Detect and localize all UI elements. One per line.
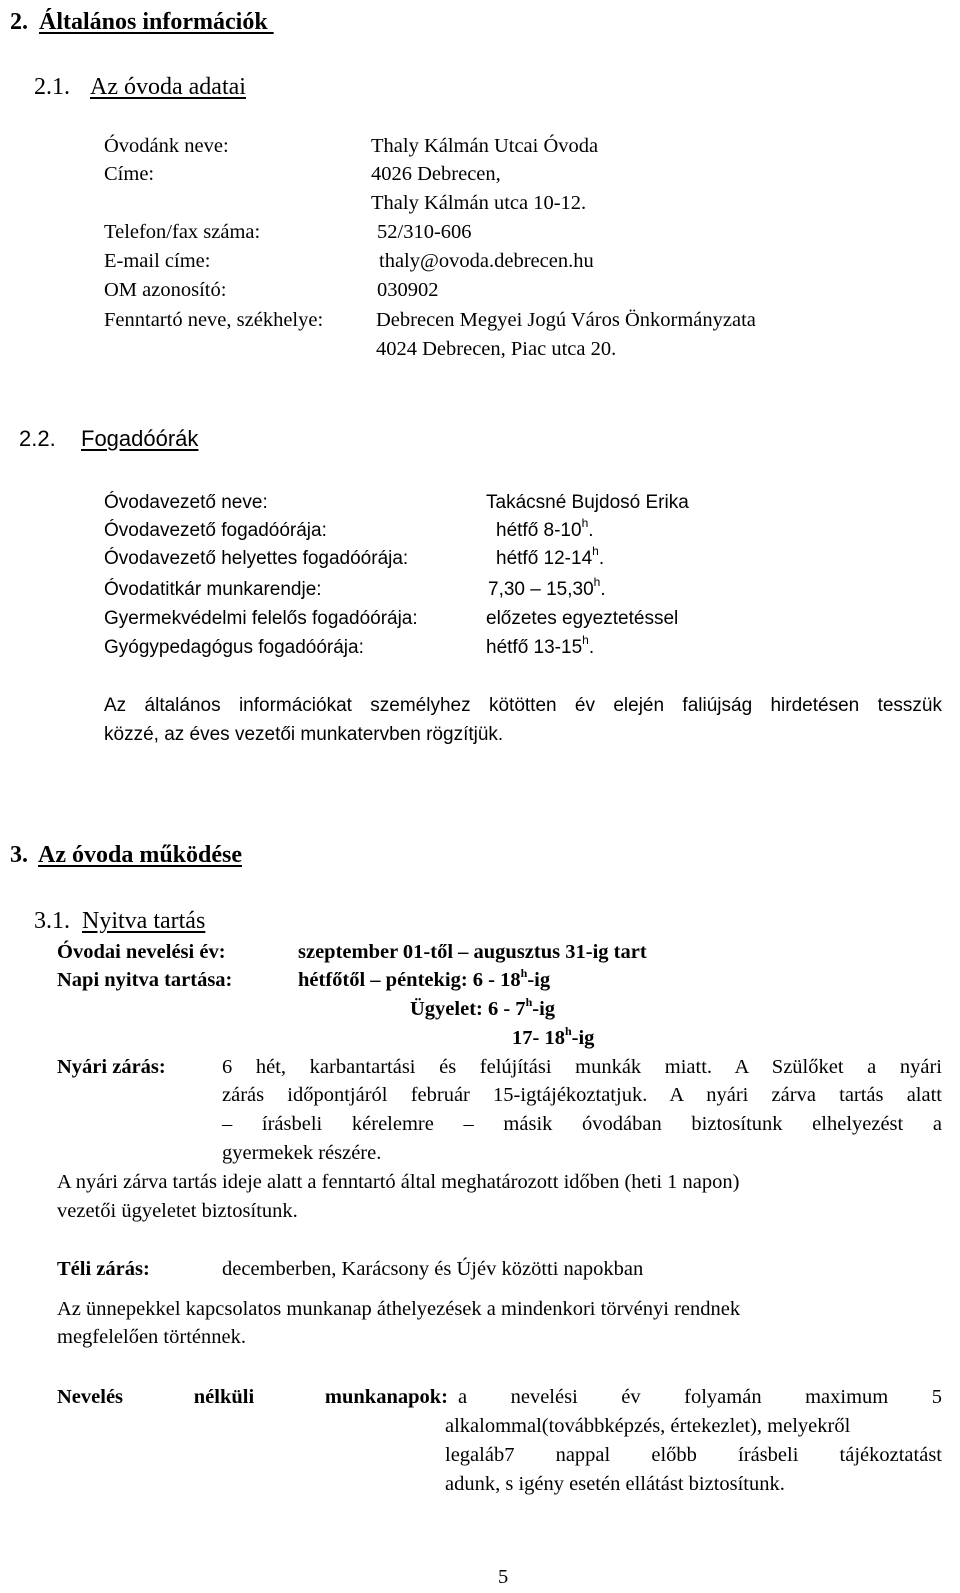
address-label: Címe:	[104, 163, 155, 185]
summer-closure-label: Nyári zárás:	[57, 1056, 166, 1078]
subsection-3-1-number: 3.1.	[34, 908, 70, 934]
info-paragraph-line2: közzé, az éves vezetői munkatervben rögzítjük.	[104, 724, 504, 745]
child-protection-value: előzetes egyeztetéssel	[486, 608, 679, 629]
non-teaching-days-line1: a nevelési év folyamán maximum 5	[458, 1386, 942, 1408]
non-teaching-days-line3: legaláb7 nappal előbb írásbeli tájékoztatást	[445, 1444, 942, 1466]
page-number: 5	[498, 1566, 509, 1588]
non-teaching-days-line4: adunk, s igény esetén ellátást biztosítunk.	[445, 1473, 785, 1495]
address-value-line2: Thaly Kálmán utca 10-12.	[371, 192, 587, 214]
subsection-2-1-number: 2.1.	[34, 74, 70, 100]
section-3-number: 3.	[10, 842, 28, 868]
email-value: thaly@ovoda.debrecen.hu	[379, 250, 594, 272]
subsection-2-1-title: Az óvoda adatai	[90, 74, 246, 100]
deputy-hours-value: hétfő 12-14$^h$.	[496, 544, 605, 569]
special-educator-value: hétfő 13-15$^h$.	[486, 633, 595, 658]
subsection-2-2-title: Fogadóórák	[81, 426, 199, 451]
subsection-3-1-title: Nyitva tartás	[82, 908, 206, 934]
school-year-label: Óvodai nevelési év:	[57, 941, 226, 963]
secretary-hours-label: Óvodatitkár munkarendje:	[104, 579, 322, 600]
summer-duty-line2: vezetői ügyeletet biztosítunk.	[57, 1200, 298, 1222]
om-id-value: 030902	[377, 279, 439, 301]
deputy-hours-label: Óvodavezető helyettes fogadóórája:	[104, 548, 409, 569]
summer-closure-line1: 6 hét, karbantartási és felújítási munkák miatt. A Szülőket a nyári	[222, 1056, 942, 1078]
holiday-para-line2: megfelelően történnek.	[57, 1326, 246, 1348]
secretary-hours-value: 7,30 – 15,30$^h$.	[488, 575, 606, 600]
school-year-value: szeptember 01-től – augusztus 31-ig tart	[298, 941, 647, 963]
daily-hours-label: Napi nyitva tartása:	[57, 969, 233, 991]
summer-closure-line2: zárás időpontjáról február 15-igtájékoztatjuk. A nyári zárva tartás alatt	[222, 1084, 942, 1106]
address-value-line1: 4026 Debrecen,	[371, 163, 501, 185]
duty-evening-value: 17- 18$^h$-ig	[512, 1024, 595, 1049]
child-protection-label: Gyermekvédelmi felelős fogadóórája:	[104, 608, 418, 629]
special-educator-label: Gyógypedagógus fogadóórája:	[104, 637, 364, 658]
maintainer-value-line2: 4024 Debrecen, Piac utca 20.	[376, 338, 617, 360]
om-id-label: OM azonosító:	[104, 279, 227, 301]
summer-closure-line3: – írásbeli kérelemre – másik óvodában biztosítunk elhelyezést a	[222, 1113, 942, 1135]
winter-closure-label: Téli zárás:	[57, 1258, 150, 1280]
phone-label: Telefon/fax száma:	[104, 221, 261, 243]
director-name-label: Óvodavezető neve:	[104, 492, 268, 513]
holiday-para-line1: Az ünnepekkel kapcsolatos munkanap áthelyezések a mindenkori törvényi rendnek	[57, 1298, 741, 1320]
director-hours-value: hétfő 8-10$^h$.	[496, 516, 594, 541]
non-teaching-days-line2: alkalommal(továbbképzés, értekezlet), melyekről	[445, 1415, 851, 1437]
summer-duty-line1: A nyári zárva tartás ideje alatt a fenntartó által meghatározott időben (heti 1 napon)	[57, 1171, 740, 1193]
non-teaching-days-label: Nevelés nélküli munkanapok:	[57, 1386, 448, 1408]
maintainer-value-line1: Debrecen Megyei Jogú Város Önkormányzata	[376, 309, 756, 331]
kindergarten-name-label: Óvodánk neve:	[104, 135, 229, 157]
section-3-title: Az óvoda működése	[38, 842, 243, 868]
section-2-title: Általános információk	[39, 9, 274, 35]
info-paragraph-line1: Az általános információkat személyhez kötötten év elején faliújság hirdetésen tesszük	[104, 695, 942, 716]
subsection-2-2-number: 2.2.	[19, 426, 56, 451]
winter-closure-value: decemberben, Karácsony és Újév közötti napokban	[222, 1258, 644, 1280]
director-name-value: Takácsné Bujdosó Erika	[486, 492, 689, 513]
director-hours-label: Óvodavezető fogadóórája:	[104, 520, 327, 541]
kindergarten-name-value: Thaly Kálmán Utcai Óvoda	[371, 135, 599, 157]
summer-closure-line4: gyermekek részére.	[222, 1142, 382, 1164]
daily-hours-value: hétfőtől – péntekig: 6 - 18$^h$-ig	[298, 966, 551, 991]
section-2-number: 2.	[10, 9, 28, 35]
phone-value: 52/310-606	[377, 221, 472, 243]
email-label: E-mail címe:	[104, 250, 211, 272]
maintainer-label: Fenntartó neve, székhelye:	[104, 309, 324, 331]
duty-morning-value: Ügyelet: 6 - 7$^h$-ig	[410, 995, 556, 1020]
